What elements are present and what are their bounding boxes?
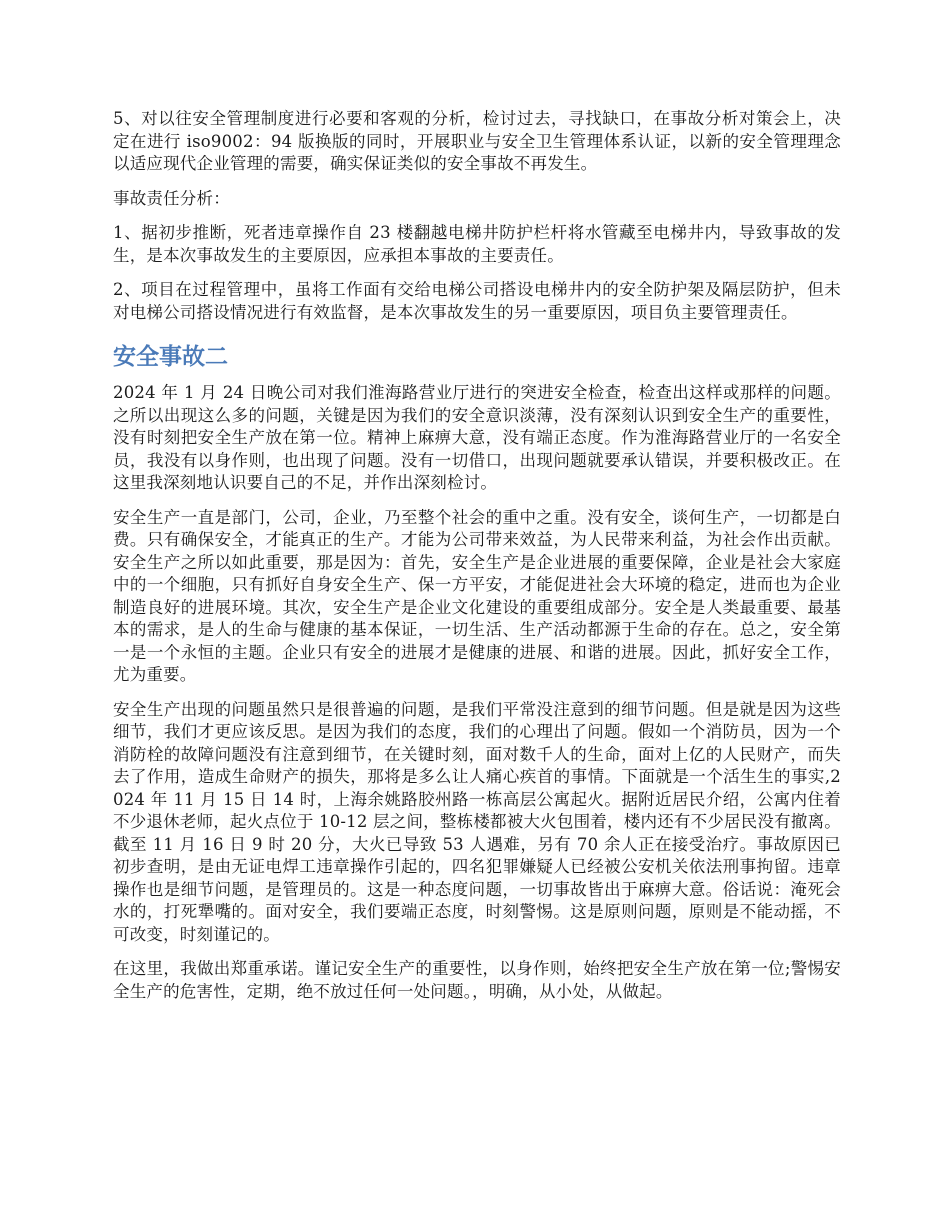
paragraph-responsibility-title: 事故责任分析： [113, 188, 230, 208]
section-heading: 安全事故二 [113, 344, 228, 370]
paragraph-inspection: 2024 年 1 月 24 日晚公司对我们淮海路营业厅进行的突进安全检查，检查出这样或那样的问题。之所以出现这么多的问题，关键是因为我们的安全意识淡薄，没有深刻认识到安全生产的重要性，没有时刻把安全生产放在第一位。精神上麻痹大意，没有端正态度。作为淮海路营业厅的一名安全员，我没有以身作则，也出现了问题。没有一切借口，出现问题就要承认错误，并要积极改正。在这里我深刻地认识要自己的不足，并作出深刻检讨。 [113, 383, 841, 492]
section-accident-two [113, 342, 841, 1003]
section-accident-one [113, 108, 841, 324]
paragraph-commitment: 在这里，我做出郑重承诺。谨记安全生产的重要性，以身作则，始终把安全生产放在第一位;警惕安全生产的危害性，定期，绝不放过任何一处问题。，明确，从小处，从做起。 [113, 959, 841, 1001]
paragraph-responsibility-2: 2、项目在过程管理中，虽将工作面有交给电梯公司搭设电梯井内的安全防护架及隔层防护，但未对电梯公司搭设情况进行有效监督，是本次事故发生的另一重要原因，项目负主要管理责任。 [113, 280, 841, 322]
document-page [113, 108, 841, 1015]
paragraph-details-reflection: 安全生产出现的问题虽然只是很普遍的问题，是我们平常没注意到的细节问题。但是就是因为这些细节，我们才更应该反思。是因为我们的态度，我们的心理出了问题。假如一个消防员，因为一个消防栓的故障问题没有注意到细节，在关键时刻，面对数千人的生命，面对上亿的人民财产，而失去了作用，造成生命财产的损失，那将是多么让人痛心疾首的事情。下面就是一个活生生的事实,2024 年 11 月 15 日 14 时，上海余姚路胶州路一栋高层公寓起火。据附近居民介绍，公寓内住着不少退休老师，起火点位于 10-12 层之间，整栋楼都被大火包围着，楼内还有不少居民没有撤离。截至 11 月 16 日 9 时 20 分，大火已导致 53 人遇难，另有 70 余人正在接受治疗。事故原因已初步查明，是由无证电焊工违章操作引起的，四名犯罪嫌疑人已经被公安机关依法刑事拘留。违章操作也是细节问题，是管理员的。这是一种态度问题，一切事故皆出于麻痹大意。俗话说：淹死会水的，打死犟嘴的。面对安全，我们要端正态度，时刻警惕。这是原则问题，原则是不能动摇，不可改变，时刻谨记的。 [113, 699, 841, 944]
paragraph-responsibility-1: 1、据初步推断，死者违章操作自 23 楼翻越电梯井防护栏杆将水管藏至电梯井内，导致事故的发生，是本次事故发生的主要原因，应承担本事故的主要责任。 [113, 223, 841, 265]
paragraph-safety-importance: 安全生产一直是部门，公司，企业，乃至整个社会的重中之重。没有安全，谈何生产，一切都是白费。只有确保安全，才能真正的生产。才能为公司带来效益，为人民带来利益，为社会作出贡献。安全生产之所以如此重要，那是因为：首先，安全生产是企业进展的重要保障，企业是社会大家庭中的一个细胞，只有抓好自身安全生产、保一方平安，才能促进社会大环境的稳定，进而也为企业制造良好的进展环境。其次，安全生产是企业文化建设的重要组成部分。安全是人类最重要、最基本的需求，是人的生命与健康的基本保证，一切生活、生产活动都源于生命的存在。总之，安全第一是一个永恒的主题。企业只有安全的进展才是健康的进展、和谐的进展。因此，抓好安全工作，尤为重要。 [113, 507, 841, 684]
paragraph-improvement-measure-5: 5、对以往安全管理制度进行必要和客观的分析，检讨过去，寻找缺口，在事故分析对策会上，决定在进行 iso9002：94 版换版的同时，开展职业与安全卫生管理体系认证，以新的安全管理理念以适应现代企业管理的需要，确实保证类似的安全事故不再发生。 [113, 109, 841, 173]
